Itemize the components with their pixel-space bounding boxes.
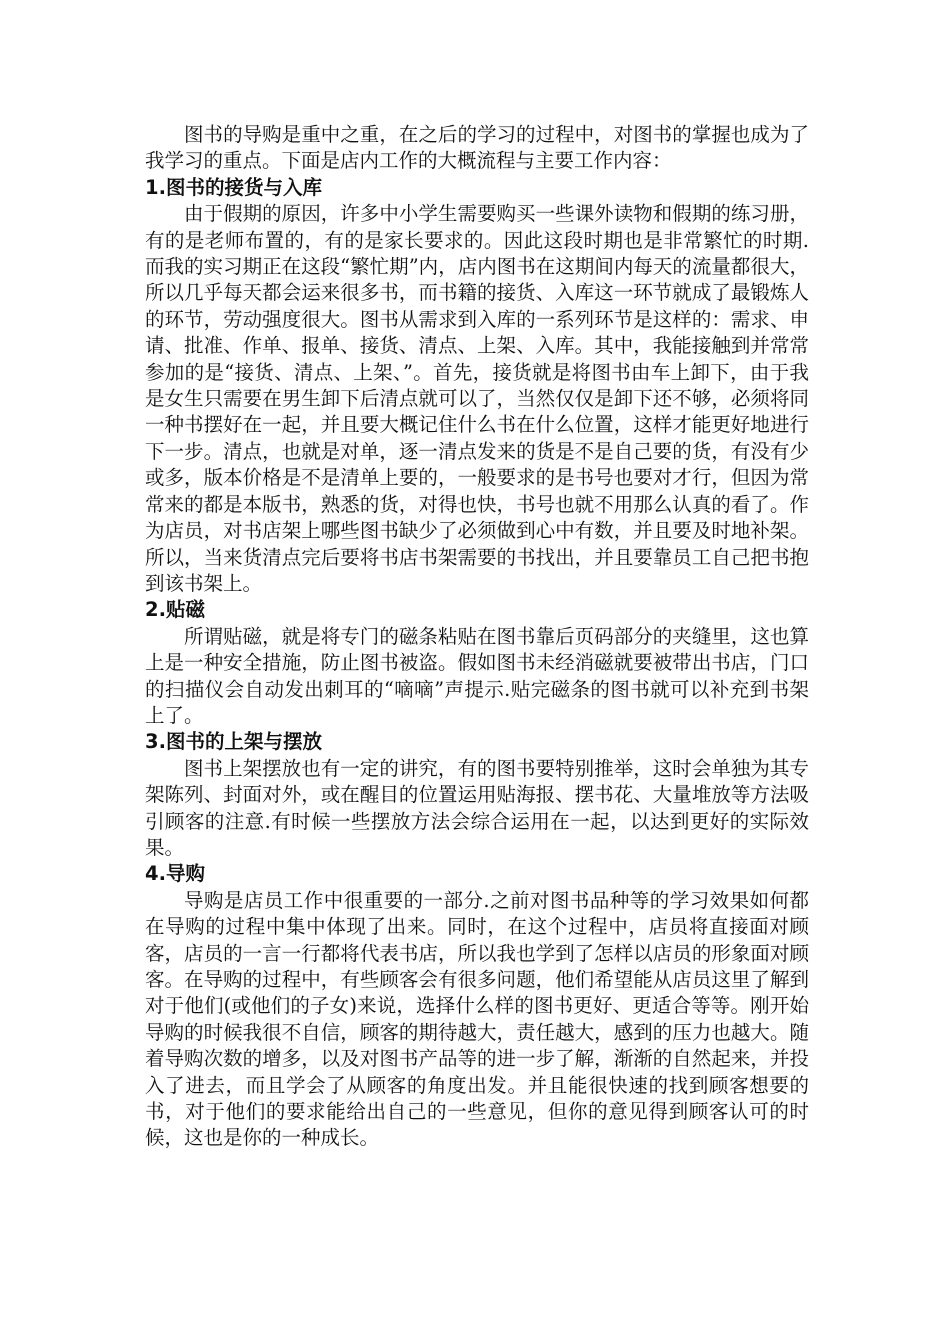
section-heading-receiving: 1.图书的接货与入库 — [145, 175, 322, 199]
section-heading-shelving: 3.图书的上架与摆放 — [145, 730, 322, 754]
section-body-magnetic-strip: 所谓贴磁，就是将专门的磁条粘贴在图书靠后页码部分的夹缝里，这也算上是一种安全措施，防止图书被盗。假如图书未经消磁就要被带出书店，门口的扫描仪会自动发出刺耳的“嘀嘀”声提示.贴完磁条的图书就可以补充到书架上了。 — [145, 624, 809, 727]
section-body-shopping-guide: 导购是店员工作中很重要的一部分.之前对图书品种等的学习效果如何都在导购的过程中集中体现了出来。同时，在这个过程中，店员将直接面对顾客，店员的一言一行都将代表书店，所以我也学到了怎样以店员的形象面对顾客。在导购的过程中，有些顾客会有很多问题，他们希望能从店员这里了解到对于他们(或他们的子女)来说，选择什么样的图书更好、更适合等等。刚开始导购的时候我很不自信，顾客的期待越大，责任越大，感到的压力也越大。随着导购次数的增多，以及对图书产品等的进一步了解，渐渐的自然起来，并投入了进去，而且学会了从顾客的角度出发。并且能很快速的找到顾客想要的书，对于他们的要求能给出自己的一些意见，但你的意见得到顾客认可的时候，这也是你的一种成长。 — [145, 888, 809, 1150]
section-body-receiving: 由于假期的原因，许多中小学生需要购买一些课外读物和假期的练习册，有的是老师布置的，有的是家长要求的。因此这段时期也是非常繁忙的时期.而我的实习期正在这段“繁忙期”内，店内图书在这期间内每天的流量都很大，所以几乎每天都会运来很多书，而书籍的接货、入库这一环节就成了最锻炼人的环节，劳动强度很大。图书从需求到入库的一系列环节是这样的：需求、申请、批准、作单、报单、接货、清点、上架、入库。其中，我能接触到并常常参加的是“接货、清点、上架、”。首先，接货就是将图书由车上卸下，由于我是女生只需要在男生卸下后清点就可以了，当然仅仅是卸下还不够，必须将同一种书摆好在一起，并且要大概记住什么书在什么位置，这样才能更好地进行下一步。清点，也就是对单，逐一清点发来的货是不是自己要的货，有没有少或多，版本价格是不是清单上要的，一般要求的是书号也要对才行，但因为常常来的都是本版书，熟悉的货，对得也快，书号也就不用那么认真的看了。作为店员，对书店架上哪些图书缺少了必须做到心中有数，并且要及时地补架。所以，当来货清点完后要将书店书架需要的书找出，并且要靠员工自己把书抱到该书架上。 — [145, 202, 809, 595]
intro-paragraph: 图书的导购是重中之重，在之后的学习的过程中，对图书的掌握也成为了我学习的重点。下面是店内工作的大概流程与主要工作内容： — [145, 123, 809, 173]
section-heading-shopping-guide: 4.导购 — [145, 862, 205, 886]
document-body — [145, 122, 809, 1152]
section-heading-magnetic-strip: 2.贴磁 — [145, 598, 205, 622]
section-body-shelving: 图书上架摆放也有一定的讲究，有的图书要特别推举，这时会单独为其专架陈列、封面对外，或在醒目的位置运用贴海报、摆书花、大量堆放等方法吸引顾客的注意.有时候一些摆放方法会综合运用在一起，以达到更好的实际效果。 — [145, 756, 809, 859]
